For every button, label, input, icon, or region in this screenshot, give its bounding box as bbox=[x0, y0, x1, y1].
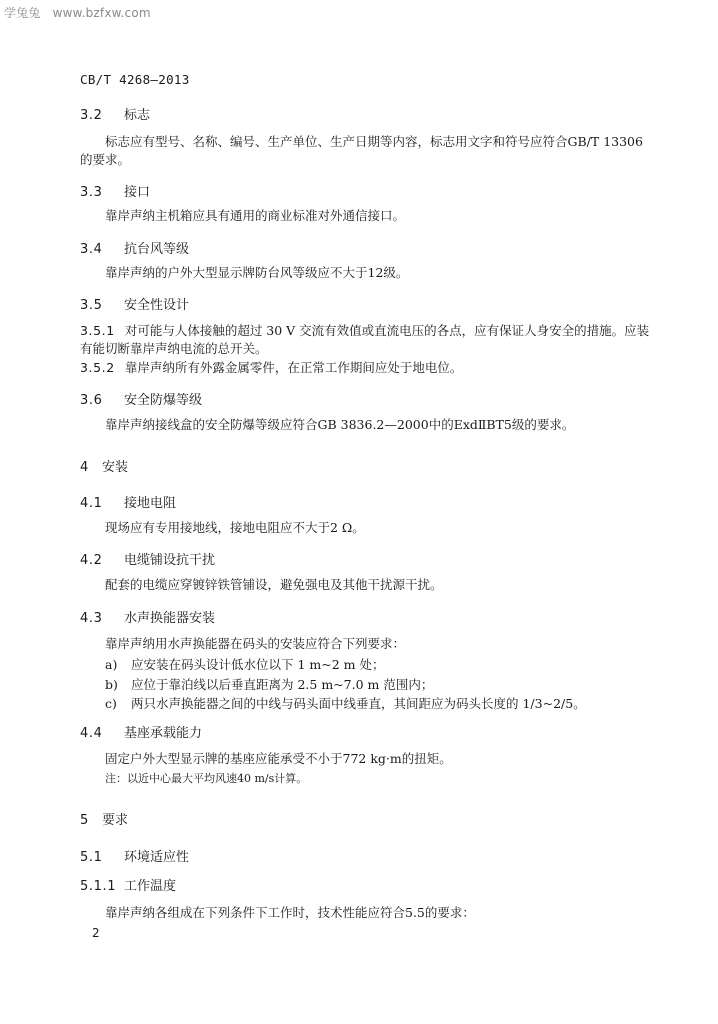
heading-4-4 bbox=[80, 722, 202, 741]
list-marker: c) bbox=[105, 696, 117, 711]
list-item bbox=[105, 655, 384, 673]
clause-text: 靠岸声纳所有外露金属零件，在正常工作期间应处于地电位。 bbox=[124, 360, 463, 375]
list-item-text: 应安装在码头设计低水位以下 1 m~2 m 处； bbox=[131, 657, 385, 672]
heading-title: 安装 bbox=[102, 460, 129, 475]
heading-number: 3.5 bbox=[80, 298, 103, 313]
watermark-url[interactable]: www.bzfxw.com bbox=[52, 6, 151, 20]
heading-number: 5.1 bbox=[80, 850, 103, 865]
list-item bbox=[105, 694, 586, 712]
heading-3-3 bbox=[80, 181, 150, 200]
clause-text: 对可能与人体接触的超过 30 V 交流有效值或直流电压的各点，应有保证人身安全的措施。应装 bbox=[124, 323, 650, 338]
clause-number: 3.5.2 bbox=[80, 360, 115, 375]
heading-title: 要求 bbox=[102, 813, 129, 828]
heading-number: 4.4 bbox=[80, 726, 103, 741]
heading-4-1 bbox=[80, 492, 176, 511]
paragraph-4-1: 现场应有专用接地线，接地电阻应不大于2 Ω。 bbox=[105, 520, 365, 535]
heading-number: 5 bbox=[80, 813, 89, 828]
paragraph-3-2-line2: 的要求。 bbox=[80, 152, 131, 167]
list-marker: b) bbox=[105, 677, 118, 692]
heading-title: 安全防爆等级 bbox=[124, 393, 203, 408]
heading-3-6 bbox=[80, 389, 202, 408]
paragraph-3-4: 靠岸声纳的户外大型显示牌防台风等级应不大于12级。 bbox=[105, 265, 409, 280]
list-item bbox=[105, 675, 433, 693]
page-number: 2 bbox=[92, 926, 100, 940]
heading-4-2 bbox=[80, 549, 215, 568]
heading-number: 4 bbox=[80, 460, 89, 475]
heading-number: 3.2 bbox=[80, 108, 103, 123]
heading-5-1 bbox=[80, 846, 189, 865]
heading-3-2 bbox=[80, 104, 150, 123]
heading-3-5 bbox=[80, 294, 189, 313]
standard-code: CB/T 4268—2013 bbox=[80, 72, 190, 87]
heading-4 bbox=[80, 456, 128, 475]
watermark-site-name: 学兔兔 bbox=[4, 6, 41, 20]
paragraph-4-2: 配套的电缆应穿镀锌铁管铺设，避免强电及其他干扰源干扰。 bbox=[105, 577, 443, 592]
paragraph-4-3-intro: 靠岸声纳用水声换能器在码头的安装应符合下列要求： bbox=[105, 636, 406, 651]
heading-3-4 bbox=[80, 238, 189, 257]
list-marker: a) bbox=[105, 657, 118, 672]
list-item-text: 两只水声换能器之间的中线与码头面中线垂直，其间距应为码头长度的 1/3~2/5。 bbox=[131, 696, 586, 711]
heading-title: 环境适应性 bbox=[124, 850, 190, 865]
clause-number: 3.5.1 bbox=[80, 323, 115, 338]
heading-title: 抗台风等级 bbox=[124, 242, 190, 257]
watermark bbox=[4, 4, 151, 21]
note: 注：以近中心最大平均风速40 m/s计算。 bbox=[105, 772, 308, 785]
heading-title: 水声换能器安装 bbox=[124, 611, 216, 626]
paragraph-3-3: 靠岸声纳主机箱应具有通用的商业标准对外通信接口。 bbox=[105, 208, 406, 223]
heading-title: 工作温度 bbox=[124, 879, 177, 894]
heading-title: 接地电阻 bbox=[124, 496, 177, 511]
heading-number: 3.6 bbox=[80, 393, 103, 408]
heading-5-1-1 bbox=[80, 875, 176, 894]
paragraph-3-6: 靠岸声纳接线盒的安全防爆等级应符合GB 3836.2—2000中的ExdⅡBT5级的要求。 bbox=[105, 417, 575, 432]
heading-title: 基座承载能力 bbox=[124, 726, 203, 741]
paragraph-3-5-1-line2: 有能切断靠岸声纳电流的总开关。 bbox=[80, 341, 268, 356]
paragraph-5-1-1: 靠岸声纳各组成在下列条件下工作时，技术性能应符合5.5的要求： bbox=[105, 905, 475, 920]
heading-number: 3.4 bbox=[80, 242, 103, 257]
list-item-text: 应位于靠泊线以后垂直距离为 2.5 m~7.0 m 范围内； bbox=[131, 677, 434, 692]
heading-number: 5.1.1 bbox=[80, 879, 117, 894]
heading-number: 4.1 bbox=[80, 496, 103, 511]
heading-title: 接口 bbox=[124, 185, 151, 200]
paragraph-3-5-2 bbox=[80, 357, 664, 379]
heading-5 bbox=[80, 809, 128, 828]
heading-number: 4.3 bbox=[80, 611, 103, 626]
paragraph-4-4: 固定户外大型显示牌的基座应能承受不小于772 kg·m的扭矩。 bbox=[105, 751, 452, 766]
heading-title: 电缆铺设抗干扰 bbox=[124, 553, 216, 568]
heading-title: 标志 bbox=[124, 108, 151, 123]
heading-number: 3.3 bbox=[80, 185, 103, 200]
paragraph-3-2-line1: 标志应有型号、名称、编号、生产单位、生产日期等内容，标志用文字和符号应符合GB/T 13306 bbox=[105, 134, 643, 149]
heading-number: 4.2 bbox=[80, 553, 103, 568]
heading-4-3 bbox=[80, 607, 215, 626]
heading-title: 安全性设计 bbox=[124, 298, 190, 313]
